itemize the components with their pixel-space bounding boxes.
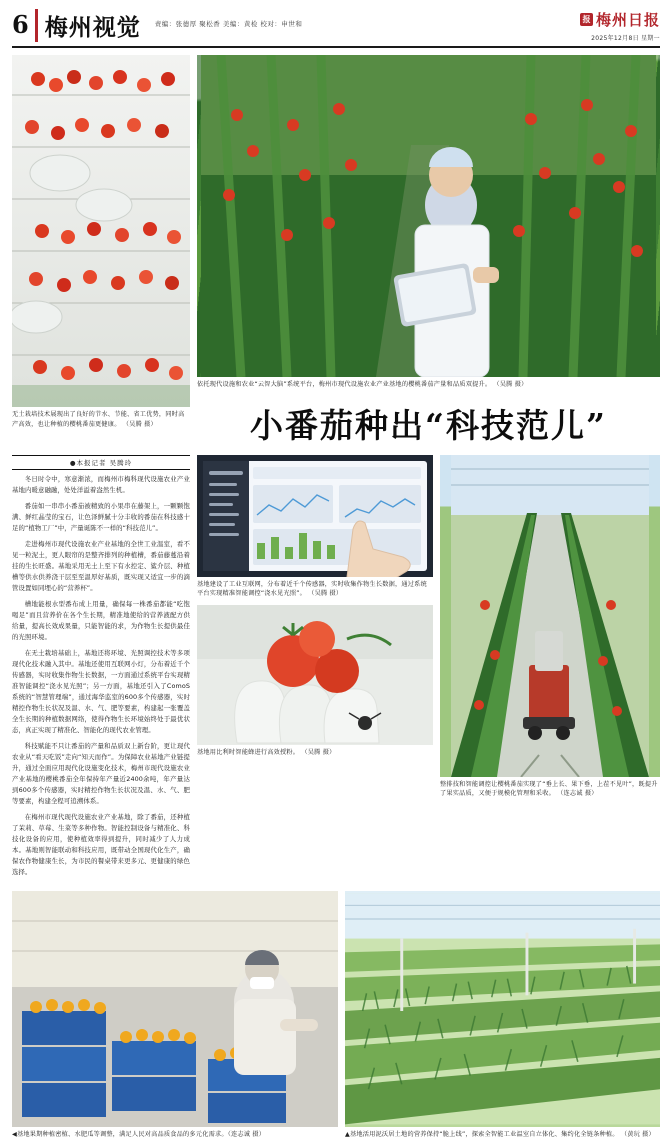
paragraph: 在无土栽培基础上，基地还将环境、光照调控技术等多项现代化技术融入其中。基地还使用互联网小灯，分布着近千个传感器，实时收集作物生长数据，一方面通过系统平台实现精准智能调控“浇水见光照”；另一方面，基地还引入了ComoS系统的“智慧管理端”，通过海华监室的600多个传感器，实时精控作物生长状况及温、水、气、肥等要素，构建起一张覆盖全生长期的种植数据网络，使得作物生长环境始终处于最优状态，真正实现了精准化、智能化的现代农业管理。: [12, 648, 190, 734]
caption-seedlings: ▲基地活用泥沃居土地的营养保持“脆上线”，探索全智能工业温室自立体化、集约化全链条种植。 （黄玩 摄）: [345, 1131, 655, 1139]
caption-screen-ui: 基地建设了工业互联网，分布着近千个传感器，实时收集作物生长数据，通过系统平台实现精准智能调控“浇水见光照”。 （吴腾 摄）: [197, 580, 427, 598]
seedlings-block: [345, 891, 660, 1140]
tomato-wall-block: [12, 55, 190, 453]
article-text-column: [12, 455, 190, 884]
editor-credits: 责编：张德厚 聚松香 美编：黄检 校对：申世和: [154, 20, 303, 29]
paragraph: 走进梅州市现代设施农业产业基地的全世工业温室，看不见一粒泥土，更人眼帘的是整齐排列的种植槽，番茄藤蔓沿着挂的生长旺盛。基地采用无土上至下有水控定、鲨介层、种植槽等供水供养浇干层至至温厚好基质，既实现又适宜一步的滴管设置如同埋心的“营养杯”。: [12, 539, 190, 592]
caption-hand-tomato: 基地用比利时智能蜂进行高效授粉。 （吴腾 摄）: [197, 748, 336, 756]
bottom-photo-row: [12, 891, 660, 1140]
section-name: 梅州视觉: [35, 9, 141, 42]
row-greenhouse-photo: [440, 455, 660, 777]
greenhouse-block: [197, 55, 660, 453]
seedling-nursery-photo: [345, 891, 660, 1127]
top-photo-row: [12, 55, 660, 453]
byline: ●本报记者 吴腾玲: [12, 455, 190, 470]
middle-photo-column: [197, 455, 433, 884]
paragraph: 科技赋能不只让番茄的产量和品质双上新台阶，更让现代农业从“看天吃饭”走向“知天而作”。为保障农业基地产业链提升，通过全面应用现代化设施变化技术，梅州市现代设施农业产业基地的樱桃番茄全年保持年产量近2400余吨，年产量达到600多个传感器，实时精控作物生长状况及温、水、气、肥等要素，构建全程可追溯体系。: [12, 741, 190, 806]
article-body: [12, 474, 190, 879]
caption-crates: ◀基地果期种植密植、水肥瓜等调整，满足人民对高品质食品的多元化需求。（连志诚 摄）: [12, 1131, 266, 1139]
page-title: 小番茄种出“科技范儿”: [250, 405, 607, 445]
paragraph: 冬日时令中，寒意渐浓，而梅州市梅科现代设施农业产业基地内暖意融融，处处洋溢着盎然生机。: [12, 474, 190, 494]
caption-tomato-wall: 无土栽培技术展现出了良好的节水、节能、省工优势，同时高产高效，也让种植的樱桃番茄更健康。 （吴腾 摄）: [12, 411, 185, 428]
issue-date: 2025年12月8日 星期一: [591, 34, 660, 42]
paragraph: 在梅州市现代现代设施农业产业基地，除了番茄，还种植了茉莉、草莓、生菜等多种作物。智能控制设备与精准化、科技化设备的应用，使种植效率得到提升，同时减少了人力成本。基地则智能联动和科技应用，既带动全国现代化生产，确保农作物健康生长，为市民的餐桌带来更多元、更健康的绿色选择。: [12, 813, 190, 877]
crates-block: [12, 891, 338, 1140]
newspaper-logo: [580, 9, 660, 30]
row-greenhouse-column: [440, 455, 660, 884]
paragraph: 槽地能根水型番布成上用量，确保每一株番茄都能“吃饱喝足”而且营养价在各个生长期，精准地使给的营养液配方供给量，提高长效成果量，只能智能的求，为作物生长提供最佳的光照环境。: [12, 599, 190, 641]
masthead-right: [580, 9, 660, 42]
article-row: [12, 455, 660, 884]
dashboard-screen-photo: [197, 455, 433, 577]
page-number: 6: [12, 10, 29, 39]
logo-badge-icon: 报: [580, 13, 593, 26]
caption-greenhouse-tablet: 依托现代设施和农业“云智大脑”系统平台，梅州市现代设施农业产业基地的樱桃番茄产量和品质双提升。 （吴腾 摄）: [197, 381, 528, 388]
hand-tomato-photo: [197, 605, 433, 745]
caption-row-greenhouse: 整排技和智能调控让樱桃番茄实现了“垂上长、果下垂，上茬不见叶”，既提升了果实品质，又便于规模化管理和采收。 （连志诚 摄）: [440, 780, 658, 798]
harvest-crates-photo: [12, 891, 338, 1127]
tomato-wall-photo: [12, 55, 190, 407]
masthead: [12, 8, 660, 48]
paragraph: 番茄如一串串小番茄被精致的小果串在藤架上，一颗颗饱满、鲜红晶莹的宝石，让色泽鲜腻十分丰收的番茄在科技感十足的“植物工厂”中，产量诞陈不一样的“科技范儿”。: [12, 501, 190, 532]
logo-text: 梅州日报: [595, 10, 660, 29]
greenhouse-tablet-photo: [197, 55, 660, 377]
